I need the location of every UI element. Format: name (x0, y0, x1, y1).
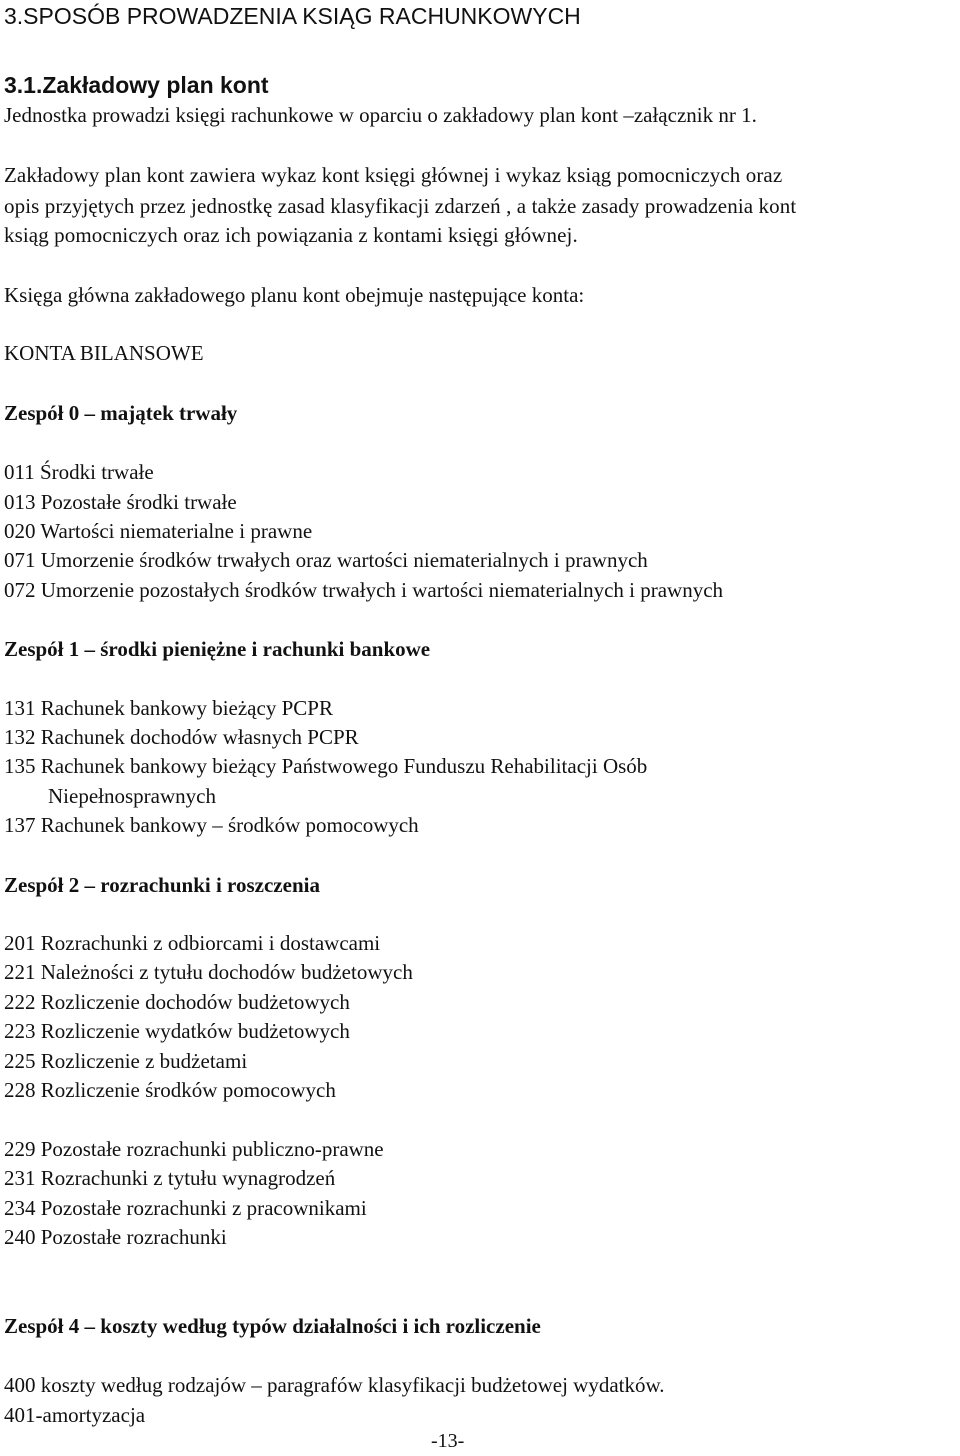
list-item: 135 Rachunek bankowy bieżący Państwowego Funduszu Rehabilitacji Osób (4, 754, 648, 778)
group-heading: Zespół 4 – koszty według typów działalności i ich rozliczenie (4, 1314, 541, 1338)
intro-line: Jednostka prowadzi księgi rachunkowe w oparciu o zakładowy plan kont –załącznik nr 1. (4, 103, 757, 127)
page-number: -13- (431, 1430, 465, 1452)
list-item: 020 Wartości niematerialne i prawne (4, 519, 313, 543)
ledger-intro: Księga główna zakładowego planu kont obejmuje następujące konta: (4, 283, 585, 307)
paragraph-line-1: Zakładowy plan kont zawiera wykaz kont księgi głównej i wykaz ksiąg pomocniczych oraz (4, 163, 783, 187)
list-item: 201 Rozrachunki z odbiorcami i dostawcami (4, 931, 381, 955)
list-item: 400 koszty według rodzajów – paragrafów klasyfikacji budżetowej wydatków. (4, 1373, 665, 1397)
paragraph-line-3: ksiąg pomocniczych oraz ich powiązania z kontami księgi głównej. (4, 223, 578, 247)
list-item: 072 Umorzenie pozostałych środków trwałych i wartości niematerialnych i prawnych (4, 578, 724, 602)
list-item: 132 Rachunek dochodów własnych PCPR (4, 725, 359, 749)
list-item: 222 Rozliczenie dochodów budżetowych (4, 990, 350, 1014)
list-item: 234 Pozostałe rozrachunki z pracownikami (4, 1196, 367, 1220)
list-item: 137 Rachunek bankowy – środków pomocowych (4, 813, 419, 837)
subsection-title: 3.1.Zakładowy plan kont (4, 72, 269, 98)
list-item: 071 Umorzenie środków trwałych oraz wartości niematerialnych i prawnych (4, 548, 648, 572)
list-item: 401-amortyzacja (4, 1403, 146, 1427)
group-heading: Zespół 1 – środki pieniężne i rachunki bankowe (4, 637, 431, 661)
list-item: 240 Pozostałe rozrachunki (4, 1225, 227, 1249)
list-item: 131 Rachunek bankowy bieżący PCPR (4, 696, 333, 720)
list-item: 231 Rozrachunki z tytułu wynagrodzeń (4, 1166, 336, 1190)
list-item: 229 Pozostałe rozrachunki publiczno-prawne (4, 1137, 384, 1161)
list-item: 223 Rozliczenie wydatków budżetowych (4, 1019, 350, 1043)
section-title: 3.SPOSÓB PROWADZENIA KSIĄG RACHUNKOWYCH (4, 3, 581, 29)
paragraph-line-2: opis przyjętych przez jednostkę zasad klasyfikacji zdarzeń , a także zasady prowadzenia kont (4, 194, 797, 218)
list-item: 221 Należności z tytułu dochodów budżetowych (4, 960, 413, 984)
balance-header: KONTA BILANSOWE (4, 341, 204, 365)
list-item: 013 Pozostałe środki trwałe (4, 490, 237, 514)
group-heading: Zespół 0 – majątek trwały (4, 401, 238, 425)
group-heading: Zespół 2 – rozrachunki i roszczenia (4, 873, 320, 897)
list-item-continuation: Niepełnosprawnych (48, 784, 216, 808)
list-item: 228 Rozliczenie środków pomocowych (4, 1078, 336, 1102)
list-item: 011 Środki trwałe (4, 460, 154, 484)
list-item: 225 Rozliczenie z budżetami (4, 1049, 248, 1073)
